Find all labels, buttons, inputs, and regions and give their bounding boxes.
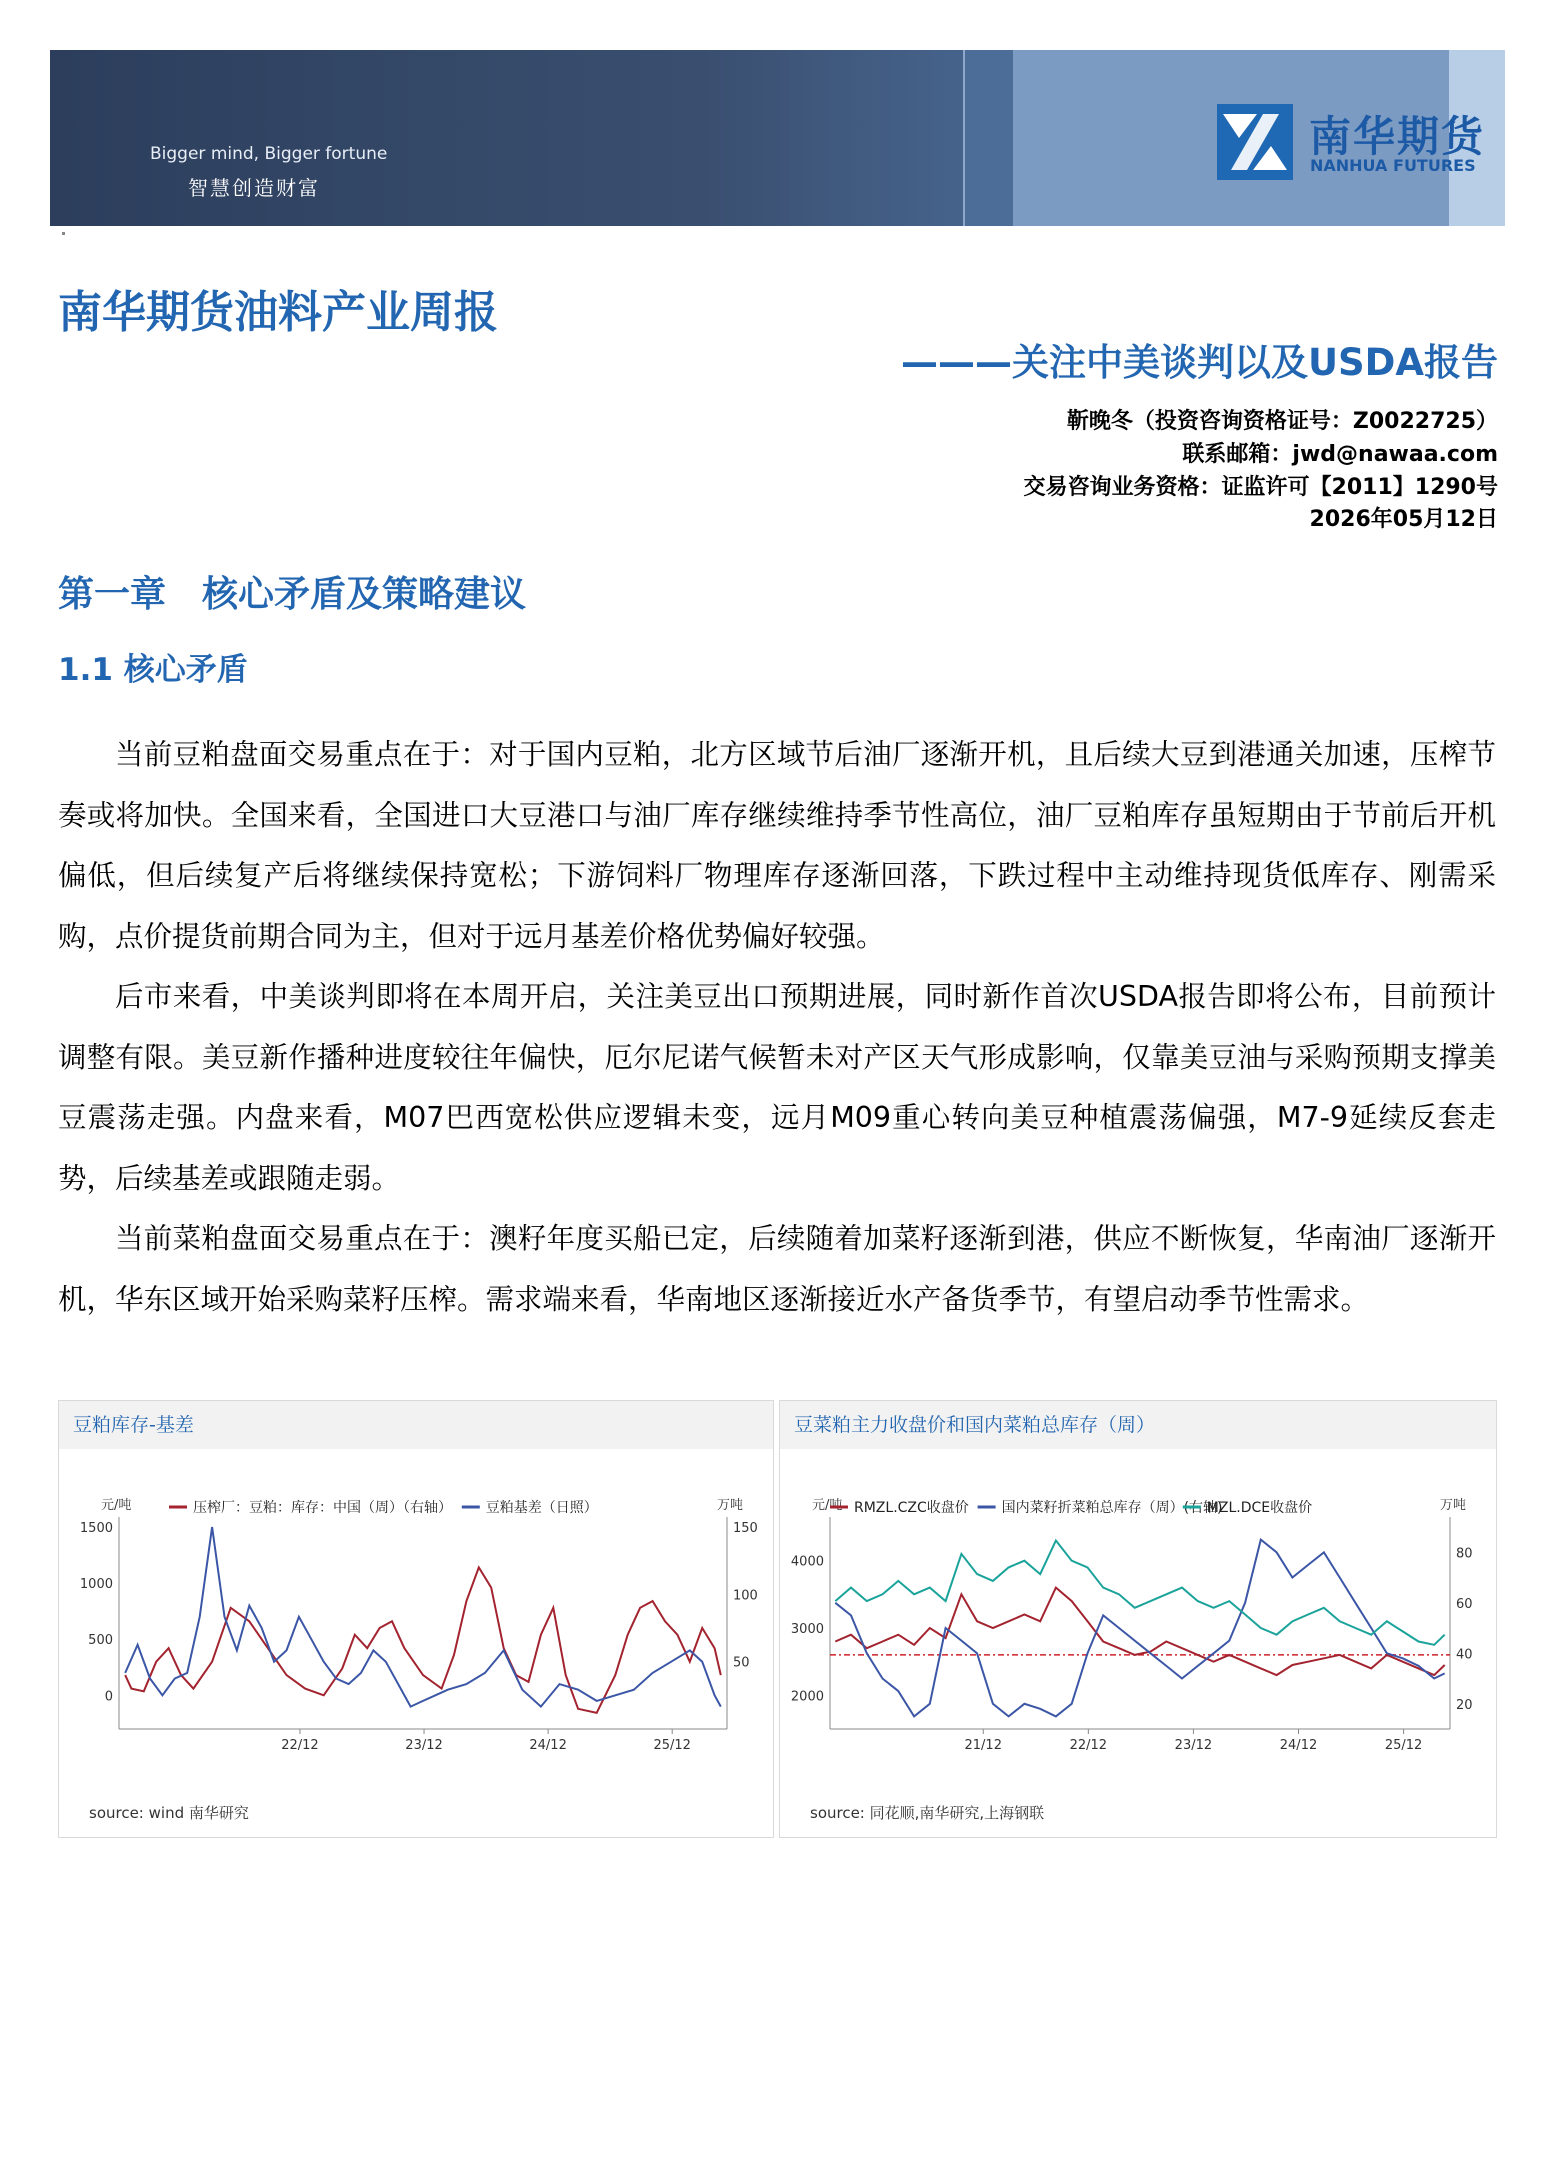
series-line-2 (835, 1541, 1444, 1645)
x-tick-label: 25/12 (653, 1738, 691, 1753)
legend-label: RMZL.CZC收盘价 (854, 1500, 969, 1516)
email-line: 联系邮箱：jwd@nawaa.com (1182, 442, 1498, 467)
legend-label: 豆粕基差（日照） (485, 1500, 598, 1516)
chart-title: 豆粕库存-基差 (59, 1401, 773, 1449)
left-tick-label: 500 (88, 1633, 113, 1649)
x-tick-label: 22/12 (281, 1738, 319, 1753)
bullet-dot (62, 232, 65, 235)
section-heading: 1.1 核心矛盾 (58, 652, 248, 688)
chapter-heading: 第一章 核心矛盾及策略建议 (58, 574, 527, 615)
left-tick-label: 4000 (790, 1554, 824, 1570)
legend-label: 压榨厂：豆粕：库存：中国（周）（右轴） (193, 1500, 452, 1516)
right-tick-label: 50 (733, 1655, 750, 1671)
legend-label: 国内菜籽折菜粕总库存（周）(右轴) (1001, 1500, 1223, 1516)
paragraph: 当前豆粕盘面交易重点在于：对于国内豆粕，北方区域节后油厂逐渐开机，且后续大豆到港通关加速，压榨节奏或将加快。全国来看，全国进口大豆港口与油厂库存继续维持季节性高位，油厂豆粕库存虽短期由于节前后开机偏低，但后续复产后将继续保持宽松；下游饲料厂物理库存逐渐回落，下跌过程中主动维持现货低库存、刚需采购，点价提货前期合同为主，但对于远月基差价格优势偏好较强。 (58, 738, 1496, 953)
banner-divider (963, 50, 965, 226)
chart-source: source: wind 南华研究 (89, 1804, 249, 1822)
left-tick-label: 2000 (790, 1689, 824, 1705)
logo-text-cn: 南华期货 (1309, 112, 1486, 161)
logo-mark-icon (1217, 104, 1293, 180)
slogan-en: Bigger mind, Bigger fortune (150, 144, 388, 164)
chart-meal-price-inventory (780, 1449, 1496, 1779)
body-text (58, 725, 1496, 1330)
right-axis-unit: 万吨 (717, 1498, 744, 1513)
x-tick-label: 23/12 (1174, 1738, 1213, 1753)
company-logo (1217, 100, 1505, 180)
left-tick-label: 1500 (79, 1521, 113, 1536)
chart-panel-rapeseed (779, 1400, 1497, 1838)
left-axis-unit: 元/吨 (812, 1498, 843, 1513)
paragraph: 后市来看，中美谈判即将在本周开启，关注美豆出口预期进展，同时新作首次USDA报告即将公布，目前预计调整有限。美豆新作播种进度较往年偏快，厄尔尼诺气候暂未对产区天气形成影响，仅靠美豆油与采购预期支撑美豆震荡走强。内盘来看，M07巴西宽松供应逻辑未变，远月M09重心转向美豆种植震荡偏强，M7-9延续反套走势，后续基差或跟随走弱。 (58, 980, 1496, 1195)
slogan-cn: 智慧创造财富 (188, 176, 320, 200)
x-tick-label: 25/12 (1384, 1738, 1423, 1753)
chart-panel-soymeal (58, 1400, 774, 1838)
report-subtitle: ———关注中美谈判以及USDA报告 (900, 341, 1498, 384)
series-line-1 (125, 1527, 721, 1707)
right-tick-label: 60 (1456, 1596, 1473, 1612)
chart-soymeal-inventory-basis (59, 1449, 773, 1779)
left-axis-unit: 元/吨 (101, 1498, 132, 1513)
header-banner (50, 50, 1505, 226)
license-line: 交易咨询业务资格：证监许可【2011】1290号 (1023, 475, 1498, 500)
banner-band (963, 50, 1013, 226)
left-tick-label: 3000 (790, 1622, 824, 1637)
paragraph: 当前菜粕盘面交易重点在于：澳籽年度买船已定，后续随着加菜籽逐渐到港，供应不断恢复，华南油厂逐渐开机，华东区域开始采购菜籽压榨。需求端来看，华南地区逐渐接近水产备货季节，有望启动季节性需求。 (58, 1222, 1496, 1316)
report-date: 2026年05月12日 (1309, 507, 1498, 532)
x-tick-label: 23/12 (405, 1738, 443, 1753)
left-tick-label: 1000 (79, 1577, 113, 1593)
right-tick-label: 40 (1456, 1647, 1473, 1663)
right-tick-label: 80 (1456, 1546, 1473, 1562)
x-tick-label: 21/12 (964, 1738, 1002, 1753)
x-tick-label: 24/12 (529, 1738, 567, 1753)
x-tick-label: 22/12 (1069, 1738, 1108, 1753)
report-title: 南华期货油料产业周报 (58, 287, 498, 338)
legend-label: MZL.DCE收盘价 (1206, 1500, 1313, 1516)
logo-text-en: NANHUA FUTURES (1310, 156, 1476, 175)
right-tick-label: 150 (733, 1521, 758, 1536)
x-tick-label: 24/12 (1279, 1738, 1318, 1753)
chart-title: 豆菜粕主力收盘价和国内菜粕总库存（周） (780, 1401, 1496, 1449)
right-tick-label: 100 (733, 1588, 758, 1604)
author-line: 靳晚冬（投资咨询资格证号：Z0022725） (1066, 409, 1498, 434)
right-tick-label: 20 (1456, 1697, 1473, 1713)
chart-source: source: 同花顺,南华研究,上海钢联 (810, 1804, 1045, 1822)
left-tick-label: 0 (104, 1689, 113, 1705)
right-axis-unit: 万吨 (1440, 1498, 1467, 1513)
